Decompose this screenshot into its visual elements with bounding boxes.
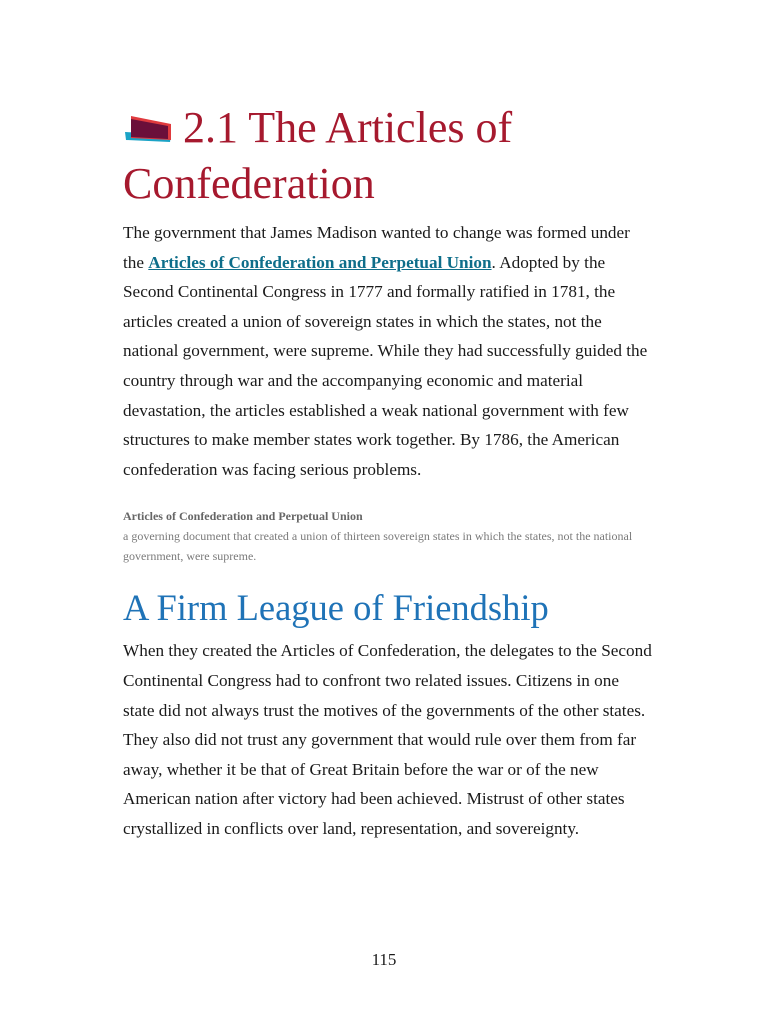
chapter-title-text: 2.1 The Articles of Confederation: [123, 103, 513, 208]
glossary-definition: a governing document that created a union of thirteen sovereign states in which the states, not the national government, were supreme.: [123, 529, 633, 564]
glossary-term: Articles of Confederation and Perpetual Union: [123, 509, 363, 524]
page-number: 115: [371, 950, 397, 969]
intro-text-end: . Adopted by the Second Continental Congress in 1777 and formally ratified in 1781, the articles created a union of sovereign states in which the states, not the national government, were supreme. While they had successfully guided the country through war and the accompanying economic and material devastation, the articles established a weak national government with few structures to make member states work together. By 1786, the American confederation was facing serious problems.: [123, 252, 648, 479]
chapter-marker-icon: [123, 104, 173, 138]
section-paragraph: When they created the Articles of Confederation, the delegates to the Second Continental Congress had to confront two related issues. Citizens in one state did not always trust the motives of the governments of the other states. They also did not trust any government that would rule over them from far away, whether it be that of Great Britain before the war or of the new American nation after victory had been achieved. Mistrust of other states crystallized in conflicts over land, representation, and sovereignty.: [123, 641, 652, 838]
intro-text-start: The government that James Madison wanted to change was formed under the: [123, 223, 630, 272]
articles-glossary-link[interactable]: Articles of Confederation and Perpetual Union: [148, 252, 492, 272]
chapter-title: [123, 100, 653, 212]
intro-paragraph: [123, 218, 653, 484]
section-title: A Firm League of Friendship: [123, 587, 549, 629]
glossary-entry: [123, 506, 653, 566]
page-content: [123, 100, 653, 844]
